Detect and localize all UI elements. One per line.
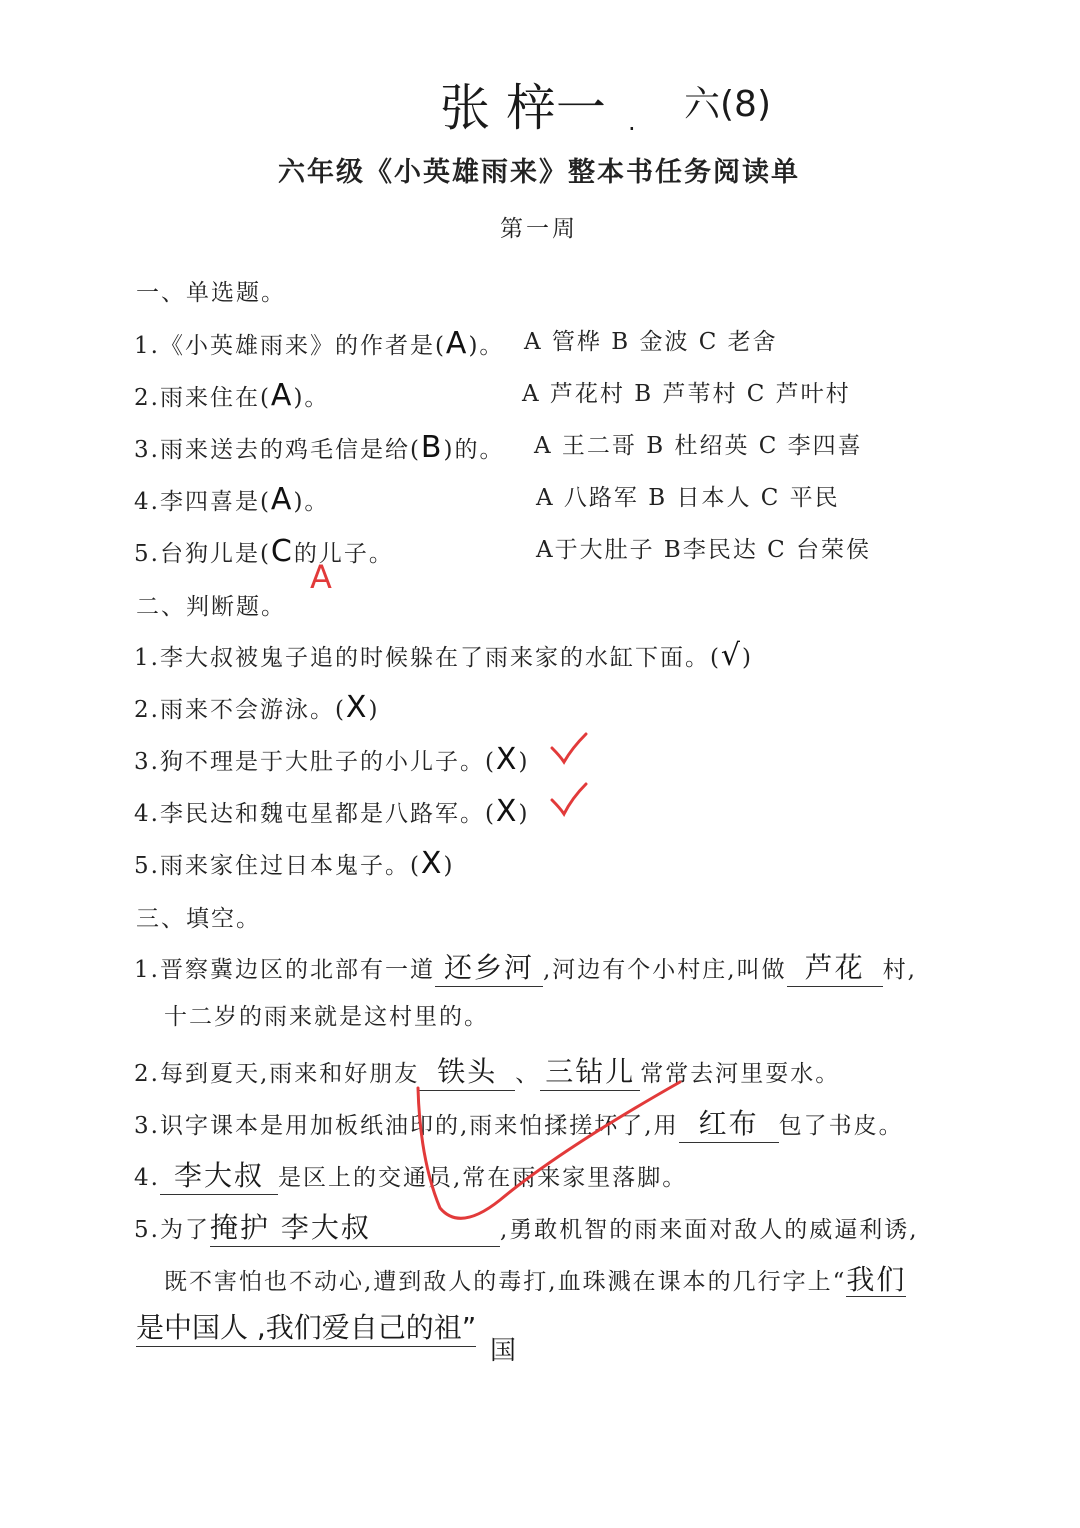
fill-q5-line2 xyxy=(164,1258,906,1298)
fill-question-4 xyxy=(134,1154,687,1195)
mc-q3-answer: B xyxy=(420,430,444,465)
tf-item-5-mark: X xyxy=(420,846,444,881)
student-name: 张 梓一 xyxy=(440,79,606,137)
fill-q2-text: 2.每到夏天,雨来和好朋友 xyxy=(134,1061,420,1087)
tf-item-2-post: ) xyxy=(368,697,380,723)
fill-question-3 xyxy=(134,1102,904,1143)
tf-item-3-text: 3.狗不理是于大肚子的小儿子。( xyxy=(134,749,496,775)
fill-q1-mid: ,河边有个小村庄,叫做 xyxy=(542,957,787,983)
tf-item-4-mark: X xyxy=(495,794,519,829)
name-dot: . xyxy=(628,108,636,136)
fill-q1-answer-2: 芦花 xyxy=(787,946,883,987)
mc-q1-answer: A xyxy=(445,326,469,361)
mc-question-2 xyxy=(134,378,329,413)
mc-q4-options: A 八路军 B 日本人 C 平民 xyxy=(536,485,840,511)
tf-item-4 xyxy=(134,794,529,829)
fill-question-5 xyxy=(134,1206,919,1247)
tf-item-1-mark: √ xyxy=(720,638,743,673)
fill-q1-line2: 十二岁的雨来就是这村里的。 xyxy=(164,1004,489,1030)
tf-item-2 xyxy=(134,690,379,725)
fill-q4-answer: 李大叔 xyxy=(160,1154,278,1195)
fill-q5-post: ,勇敢机智的雨来面对敌人的威逼利诱, xyxy=(499,1217,919,1243)
mc-q1-post: )。 xyxy=(468,333,505,359)
mc-q1-options: A 管桦 B 金波 C 老舍 xyxy=(524,329,778,355)
tf-item-2-mark: X xyxy=(345,690,369,725)
fill-q3-answer: 红布 xyxy=(679,1102,779,1143)
tf-item-1-text: 1.李大叔被鬼子追的时候躲在了雨来家的水缸下面。( xyxy=(134,645,721,671)
section2-heading: 二、判断题。 xyxy=(136,594,286,620)
fill-q5-line2-text: 既不害怕也不动心,遭到敌人的毒打,血珠溅在课本的几行字上“ xyxy=(164,1269,847,1295)
mc-q3-options: A 王二哥 B 杜绍英 C 李四喜 xyxy=(534,433,863,459)
fill-question-2 xyxy=(134,1050,840,1091)
mc-q1-text: 1.《小英雄雨来》的作者是( xyxy=(134,333,446,359)
class-label: 六(8) xyxy=(684,84,771,125)
fill-q5-text: 5.为了 xyxy=(134,1217,210,1243)
fill-q5-answer-extra: 国 xyxy=(490,1336,517,1366)
mc-q2-answer: A xyxy=(270,378,294,413)
fill-q2-answer-2: 三钻儿 xyxy=(540,1050,640,1091)
fill-question-1 xyxy=(134,946,917,987)
tf-item-5-text: 5.雨来家住过日本鬼子。( xyxy=(134,853,421,879)
tf-item-5 xyxy=(134,846,454,881)
mc-q5-options: A于大肚子 B李民达 C 台荣侯 xyxy=(536,537,872,563)
fill-q2-sep: 、 xyxy=(515,1061,541,1087)
mc-question-1 xyxy=(134,326,504,361)
page-title: 六年级《小英雄雨来》整本书任务阅读单 xyxy=(278,157,800,188)
tf-item-2-text: 2.雨来不会游泳。( xyxy=(134,697,346,723)
mc-q2-post: )。 xyxy=(293,385,330,411)
fill-q1-post: 村, xyxy=(882,957,917,983)
fill-q2-post: 常常去河里耍水。 xyxy=(640,1061,841,1087)
tf-item-5-post: ) xyxy=(443,853,455,879)
mc-q5-post: 的儿子。 xyxy=(293,541,394,567)
mc-q5-text: 5.台狗儿是( xyxy=(134,541,271,567)
fill-q1-answer-1: 还乡河 xyxy=(435,946,543,987)
mc-question-5 xyxy=(134,534,394,569)
fill-q5-answer: 掩护 李大叔 xyxy=(210,1206,500,1247)
mc-question-3 xyxy=(134,430,505,465)
fill-q4-post: 是区上的交通员,常在雨来家里落脚。 xyxy=(277,1165,688,1191)
tf-item-3-post: ) xyxy=(518,749,530,775)
mc-q4-post: )。 xyxy=(293,489,330,515)
mc-q5-answer: C xyxy=(270,534,294,569)
mc-q2-options: A 芦花村 B 芦苇村 C 芦叶村 xyxy=(522,381,851,407)
section1-heading: 一、单选题。 xyxy=(136,280,286,306)
fill-q5-answer-line3: 是中国人 ,我们爱自己的祖” xyxy=(136,1306,476,1347)
mc-q4-answer: A xyxy=(270,482,294,517)
mc-q3-text: 3.雨来送去的鸡毛信是给( xyxy=(134,437,421,463)
tf-item-4-text: 4.李民达和魏屯星都是八路军。( xyxy=(134,801,496,827)
mc-q2-text: 2.雨来住在( xyxy=(134,385,271,411)
red-check-icon-3 xyxy=(552,734,586,762)
fill-q3-post: 包了书皮。 xyxy=(778,1113,904,1139)
tf-item-4-post: ) xyxy=(518,801,530,827)
tf-item-1 xyxy=(134,638,753,673)
mc-q4-text: 4.李四喜是( xyxy=(134,489,271,515)
fill-q1-text: 1.晋察冀边区的北部有一道 xyxy=(134,957,435,983)
tf-item-1-post: ) xyxy=(742,645,754,671)
red-check-icon-4 xyxy=(552,784,586,814)
tf-item-3-mark: X xyxy=(495,742,519,777)
mc-question-4 xyxy=(134,482,329,517)
mc-q3-post: )的。 xyxy=(443,437,505,463)
fill-q4-text: 4. xyxy=(134,1165,160,1191)
teacher-correction: A xyxy=(310,558,332,596)
week-label: 第一周 xyxy=(500,216,578,242)
fill-q5-answer-tail: 我们 xyxy=(846,1263,907,1296)
section3-heading: 三、填空。 xyxy=(136,906,261,932)
tf-item-3 xyxy=(134,742,529,777)
fill-q3-text: 3.识字课本是用加板纸油印的,雨来怕揉搓坏了,用 xyxy=(134,1113,679,1139)
fill-q2-answer-1: 铁头 xyxy=(419,1050,515,1091)
